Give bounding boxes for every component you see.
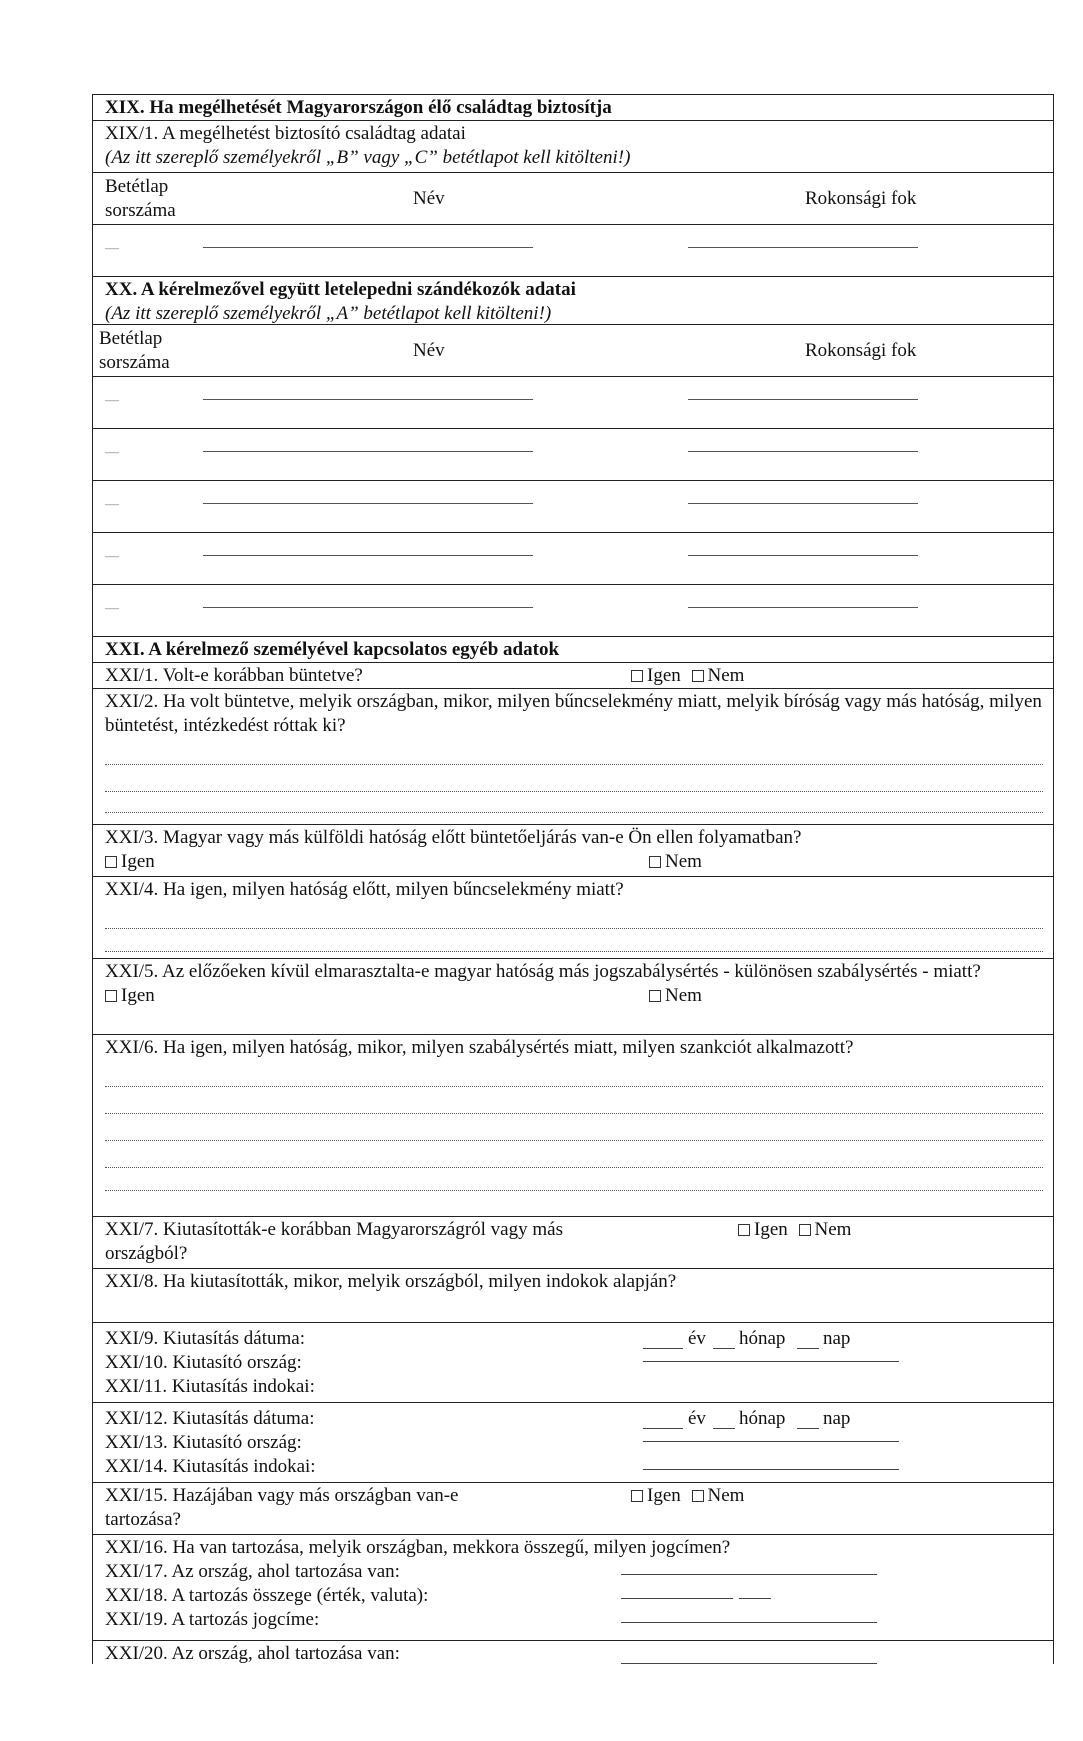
name-field[interactable] — [203, 503, 533, 504]
col-header-nev: Név — [413, 340, 445, 361]
relation-field[interactable] — [688, 607, 918, 608]
day-label: nap — [823, 1328, 851, 1349]
section-xx-title — [92, 276, 1054, 324]
name-field[interactable] — [203, 399, 533, 400]
debt-title-field[interactable] — [621, 1622, 877, 1623]
country-field[interactable] — [643, 1361, 899, 1362]
yes-checkbox[interactable] — [631, 1490, 643, 1502]
name-field[interactable] — [203, 607, 533, 608]
day-label: nap — [823, 1408, 851, 1429]
question-xxi-6 — [92, 1034, 1054, 1216]
question-xxi-4 — [92, 876, 1054, 958]
name-field[interactable] — [203, 247, 533, 248]
question-xxi-1 — [92, 662, 1054, 688]
question-label: XXI/11. Kiutasítás indokai: — [105, 1376, 315, 1397]
month-field[interactable] — [713, 1428, 735, 1429]
debt-currency-field[interactable] — [739, 1598, 771, 1599]
instruction-note: (Az itt szereplő személyekről „A” betétlapot kell kitölteni!) — [105, 303, 552, 324]
debt-country-field[interactable] — [621, 1574, 877, 1575]
yes-label: Igen — [121, 851, 155, 872]
question-label: XXI/17. Az ország, ahol tartozása van: — [105, 1561, 400, 1582]
yes-checkbox[interactable] — [105, 990, 117, 1002]
answer-line[interactable] — [105, 929, 1043, 952]
name-field[interactable] — [203, 555, 533, 556]
no-checkbox[interactable] — [649, 856, 661, 868]
col-header-rokonsag: Rokonsági fok — [805, 188, 917, 209]
reason-field[interactable] — [643, 1469, 899, 1470]
yes-label: Igen — [121, 985, 155, 1006]
section-title: XXI. A kérelmező személyével kapcsolatos egyéb adatok — [105, 639, 560, 660]
no-option — [649, 850, 702, 874]
section-xix-sub — [92, 120, 1054, 172]
table-row — [92, 224, 1054, 276]
table-header — [92, 172, 1054, 224]
yes-checkbox[interactable] — [738, 1224, 750, 1236]
debt-amount-row — [105, 1584, 1043, 1608]
question-label: XXI/8. Ha kiutasították, mikor, melyik országból, milyen indokok alapján? — [105, 1271, 677, 1292]
question-xxi-5 — [92, 958, 1054, 1034]
question-label: XXI/9. Kiutasítás dátuma: — [105, 1328, 305, 1349]
debt-country-field[interactable] — [621, 1663, 877, 1664]
yes-checkbox[interactable] — [631, 670, 643, 682]
yes-no-options — [738, 1218, 851, 1242]
question-label: XXI/18. A tartozás összege (érték, valuta): — [105, 1585, 429, 1606]
form — [92, 94, 1054, 1664]
question-xxi-8 — [92, 1268, 1054, 1322]
yes-option — [105, 984, 155, 1008]
answer-line[interactable] — [105, 1087, 1043, 1114]
row-dash: — — [105, 601, 119, 616]
month-label: hónap — [739, 1328, 786, 1349]
table-row — [92, 480, 1054, 532]
row-dash: — — [105, 393, 119, 408]
day-field[interactable] — [797, 1348, 819, 1349]
date-row — [105, 1327, 1043, 1351]
col-header-nev: Név — [413, 188, 445, 209]
question-label: XXI/10. Kiutasító ország: — [105, 1352, 302, 1373]
debt-amount-field[interactable] — [621, 1598, 733, 1599]
question-label: XXI/14. Kiutasítás indokai: — [105, 1456, 316, 1477]
question-label: XXI/20. Az ország, ahol tartozása van: — [105, 1643, 400, 1664]
answer-line[interactable] — [105, 1168, 1043, 1191]
yes-label: Igen — [754, 1219, 788, 1240]
col-header-sorszam-a: Betétlap — [99, 328, 163, 349]
subsection-label: XIX/1. A megélhetést biztosító családtag adatai — [105, 123, 466, 144]
debt-title-row — [105, 1608, 1043, 1632]
question-label: XXI/12. Kiutasítás dátuma: — [105, 1408, 315, 1429]
relation-field[interactable] — [688, 247, 918, 248]
no-option — [649, 984, 702, 1008]
year-label: év — [688, 1408, 706, 1429]
day-field[interactable] — [797, 1428, 819, 1429]
no-label: Nem — [665, 851, 702, 872]
yes-option — [105, 850, 155, 874]
year-field[interactable] — [643, 1348, 683, 1349]
section-title: XIX. Ha megélhetését Magyarországon élő családtag biztosítja — [105, 97, 612, 118]
table-row — [92, 532, 1054, 584]
no-checkbox[interactable] — [692, 670, 704, 682]
no-label: Nem — [707, 665, 745, 686]
answer-line[interactable] — [105, 765, 1043, 792]
row-dash: — — [105, 445, 119, 460]
relation-field[interactable] — [688, 503, 918, 504]
country-row — [105, 1431, 1043, 1455]
yes-label: Igen — [647, 1485, 681, 1506]
no-checkbox[interactable] — [649, 990, 661, 1002]
col-header-rokonsag: Rokonsági fok — [805, 340, 917, 361]
month-field[interactable] — [713, 1348, 735, 1349]
question-label: XXI/4. Ha igen, milyen hatóság előtt, milyen bűncselekmény miatt? — [105, 879, 624, 900]
table-header — [92, 324, 1054, 376]
question-label: XXI/13. Kiutasító ország: — [105, 1432, 302, 1453]
question-label: XXI/6. Ha igen, milyen hatóság, mikor, milyen szabálysértés miatt, milyen szankciót alkalmazott? — [105, 1037, 854, 1058]
no-label: Nem — [707, 1485, 745, 1506]
date-row — [105, 1407, 1043, 1431]
question-label: XXI/19. A tartozás jogcíme: — [105, 1609, 320, 1630]
table-row — [92, 376, 1054, 428]
instruction-note: (Az itt szereplő személyekről „B” vagy „C” betétlapot kell kitölteni!) — [105, 147, 631, 168]
row-dash: — — [105, 549, 119, 564]
row-dash: — — [105, 241, 119, 256]
answer-line[interactable] — [105, 902, 1043, 929]
col-header-sorszam-a: Betétlap — [105, 176, 169, 197]
question-xxi-20 — [92, 1640, 1054, 1664]
year-field[interactable] — [643, 1428, 683, 1429]
reason-row — [105, 1455, 1043, 1479]
answer-line[interactable] — [105, 1114, 1043, 1141]
col-header-sorszam-b: sorszáma — [105, 200, 176, 221]
table-row — [92, 584, 1054, 636]
question-label: XXI/16. Ha van tartozása, melyik országban, mekkora összegű, milyen jogcímen? — [105, 1537, 731, 1558]
no-checkbox[interactable] — [692, 1490, 704, 1502]
debt-block — [92, 1534, 1054, 1640]
no-label: Nem — [814, 1219, 852, 1240]
question-label: XXI/15. Hazájában vagy más országban van-e tartozása? — [105, 1485, 459, 1530]
yes-no-options — [631, 1484, 744, 1508]
month-label: hónap — [739, 1408, 786, 1429]
no-checkbox[interactable] — [799, 1224, 811, 1236]
expulsion-block-2 — [92, 1402, 1054, 1482]
country-field[interactable] — [643, 1441, 899, 1442]
section-xix-title — [92, 94, 1054, 120]
section-xxi-title — [92, 636, 1054, 662]
section-title: XX. A kérelmezővel együtt letelepedni szándékozók adatai — [105, 279, 576, 300]
answer-line[interactable] — [105, 1060, 1043, 1087]
question-label: XXI/3. Magyar vagy más külföldi hatóság előtt büntetőeljárás van-e Ön ellen folyamatban? — [105, 827, 802, 848]
question-xxi-2 — [92, 688, 1054, 824]
question-xxi-3 — [92, 824, 1054, 876]
name-field[interactable] — [203, 451, 533, 452]
yes-no-options — [631, 664, 744, 688]
question-label: XXI/2. Ha volt büntetve, melyik országban, mikor, milyen bűncselekmény miatt, melyik bíróság vagy más hatóság, milyen büntetést, intézkedést róttak ki? — [105, 691, 1042, 736]
question-label: XXI/5. Az előzőeken kívül elmarasztalta-e magyar hatóság más jogszabálysértés - különösen szabálysértés - miatt? — [105, 961, 981, 982]
year-label: év — [688, 1328, 706, 1349]
relation-field[interactable] — [688, 399, 918, 400]
row-dash: — — [105, 497, 119, 512]
question-xxi-15 — [92, 1482, 1054, 1534]
reason-row — [105, 1375, 1043, 1399]
answer-line[interactable] — [105, 738, 1043, 765]
debt-country-row — [105, 1560, 1043, 1584]
question-label: XXI/7. Kiutasították-e korábban Magyarországról vagy más országból? — [105, 1219, 563, 1264]
answer-line[interactable] — [105, 1141, 1043, 1168]
relation-field[interactable] — [688, 451, 918, 452]
country-row — [105, 1351, 1043, 1375]
relation-field[interactable] — [688, 555, 918, 556]
col-header-sorszam-b: sorszáma — [99, 352, 170, 373]
question-label: XXI/1. Volt-e korábban büntetve? — [105, 665, 363, 686]
yes-label: Igen — [647, 665, 681, 686]
answer-line[interactable] — [105, 792, 1043, 813]
question-xxi-7 — [92, 1216, 1054, 1268]
no-label: Nem — [665, 985, 702, 1006]
yes-checkbox[interactable] — [105, 856, 117, 868]
expulsion-block-1 — [92, 1322, 1054, 1402]
table-row — [92, 428, 1054, 480]
